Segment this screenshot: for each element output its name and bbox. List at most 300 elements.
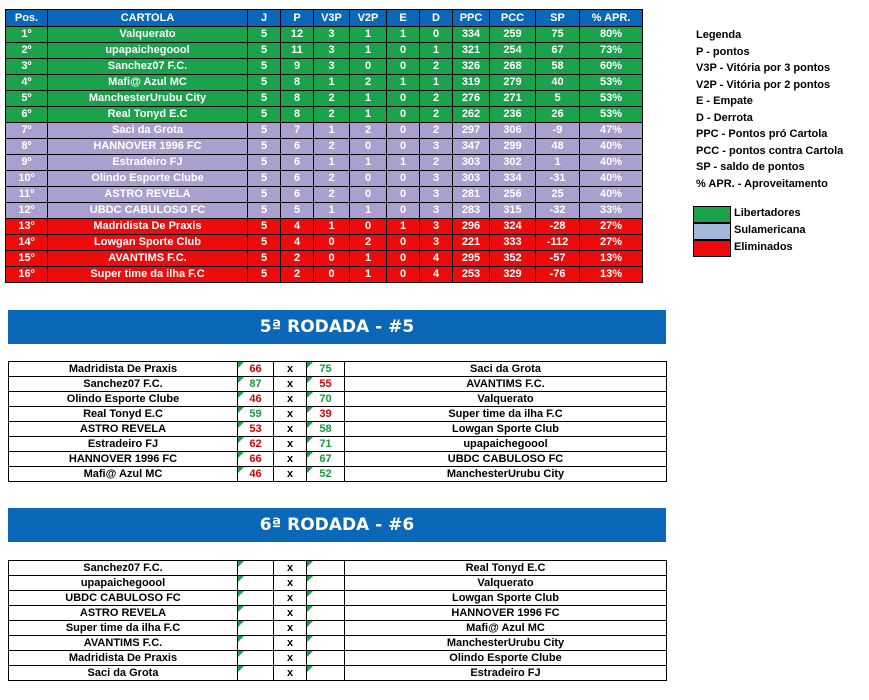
standings-cell: 0 <box>420 27 453 43</box>
standings-cell: 14º <box>6 235 48 251</box>
standings-cell: 15º <box>6 251 48 267</box>
versus-separator: x <box>274 392 307 407</box>
standings-cell: 3 <box>420 171 453 187</box>
standings-cell: 3 <box>420 187 453 203</box>
standings-cell: 2 <box>350 75 387 91</box>
standings-cell: 352 <box>490 251 536 267</box>
standings-cell: 1 <box>350 203 387 219</box>
standings-cell: 333 <box>490 235 536 251</box>
standings-cell: 1 <box>387 75 420 91</box>
home-team: Estradeiro FJ <box>9 437 238 452</box>
away-score: 52 <box>307 467 345 482</box>
standings-cell: 2 <box>350 123 387 139</box>
standings-cell: 5 <box>248 171 281 187</box>
standings-cell: 0 <box>387 91 420 107</box>
away-score <box>307 666 345 681</box>
home-score <box>238 621 274 636</box>
versus-separator: x <box>274 606 307 621</box>
standings-cell: 2 <box>314 187 350 203</box>
standings-cell: 221 <box>453 235 490 251</box>
column-header: V2P <box>350 10 387 27</box>
match-row <box>9 606 667 621</box>
standings-cell: 0 <box>387 267 420 283</box>
standings-cell: 4 <box>281 235 314 251</box>
standings-cell: 0 <box>387 203 420 219</box>
home-team: UBDC CABULOSO FC <box>9 591 238 606</box>
away-score <box>307 576 345 591</box>
standings-cell: 5 <box>248 251 281 267</box>
standings-cell: 1 <box>387 219 420 235</box>
home-team: Mafi@ Azul MC <box>9 467 238 482</box>
standings-cell: 2 <box>314 107 350 123</box>
column-header: Pos. <box>6 10 48 27</box>
match-row <box>9 561 667 576</box>
standings-cell: 324 <box>490 219 536 235</box>
standings-cell: 1 <box>314 219 350 235</box>
legend-item: % APR. - Aproveitamento <box>696 177 828 190</box>
standings-cell: 1 <box>350 91 387 107</box>
zone-label: Sulamericana <box>734 224 806 236</box>
standings-cell: 2 <box>420 91 453 107</box>
standings-row <box>6 27 643 43</box>
standings-cell: 281 <box>453 187 490 203</box>
standings-cell: 53% <box>580 107 643 123</box>
standings-cell: 6 <box>281 187 314 203</box>
standings-cell: 2 <box>420 59 453 75</box>
standings-cell: -112 <box>536 235 580 251</box>
standings-cell: 5 <box>281 203 314 219</box>
match-row <box>9 437 667 452</box>
match-row <box>9 666 667 681</box>
standings-cell: 347 <box>453 139 490 155</box>
standings-cell: 40% <box>580 155 643 171</box>
standings-cell: 283 <box>453 203 490 219</box>
legend-item: PPC - Pontos pró Cartola <box>696 128 828 140</box>
team-name: Super time da ilha F.C <box>48 267 248 283</box>
round-6-banner: 6ª RODADA - #6 <box>8 508 666 542</box>
home-team: Super time da ilha F.C <box>9 621 238 636</box>
standings-cell: 25 <box>536 187 580 203</box>
versus-separator: x <box>274 362 307 377</box>
standings-cell: 3 <box>420 139 453 155</box>
versus-separator: x <box>274 377 307 392</box>
standings-cell: 1 <box>314 203 350 219</box>
standings-cell: 33% <box>580 203 643 219</box>
standings-cell: 73% <box>580 43 643 59</box>
standings-row <box>6 107 643 123</box>
standings-cell: 5 <box>536 91 580 107</box>
standings-cell: 0 <box>387 123 420 139</box>
away-team: upapaichegoool <box>345 437 667 452</box>
standings-cell: 1 <box>387 155 420 171</box>
standings-row <box>6 123 643 139</box>
away-score: 58 <box>307 422 345 437</box>
round-5-banner: 5ª RODADA - #5 <box>8 310 666 344</box>
away-score <box>307 636 345 651</box>
legend-item: SP - saldo de pontos <box>696 161 805 173</box>
away-score <box>307 621 345 636</box>
legend <box>696 27 843 192</box>
standings-cell: 259 <box>490 27 536 43</box>
match-row <box>9 576 667 591</box>
standings-cell: 4º <box>6 75 48 91</box>
zone-color-swatch <box>693 223 731 240</box>
standings-cell: 0 <box>350 139 387 155</box>
standings-cell: 276 <box>453 91 490 107</box>
standings-row <box>6 171 643 187</box>
standings-cell: -31 <box>536 171 580 187</box>
away-score: 75 <box>307 362 345 377</box>
standings-cell: 6º <box>6 107 48 123</box>
standings-cell: 5 <box>248 267 281 283</box>
standings-cell: 2 <box>281 251 314 267</box>
standings-cell: 2 <box>314 171 350 187</box>
column-header: CARTOLA <box>48 10 248 27</box>
standings-cell: 315 <box>490 203 536 219</box>
standings-cell: -76 <box>536 267 580 283</box>
standings-cell: 1 <box>314 155 350 171</box>
standings-cell: 1 <box>314 75 350 91</box>
standings-cell: 0 <box>387 171 420 187</box>
standings-cell: 5 <box>248 123 281 139</box>
team-name: Real Tonyd E.C <box>48 107 248 123</box>
standings-cell: 0 <box>387 251 420 267</box>
versus-separator: x <box>274 407 307 422</box>
standings-row <box>6 75 643 91</box>
home-score: 66 <box>238 362 274 377</box>
home-score <box>238 606 274 621</box>
standings-cell: 321 <box>453 43 490 59</box>
standings-cell: 8 <box>281 75 314 91</box>
standings-cell: 5 <box>248 59 281 75</box>
standings-cell: 0 <box>387 139 420 155</box>
standings-cell: 1 <box>350 267 387 283</box>
team-name: HANNOVER 1996 FC <box>48 139 248 155</box>
standings-cell: 5 <box>248 91 281 107</box>
round-6-matches <box>8 560 667 681</box>
away-score <box>307 651 345 666</box>
home-team: Sanchez07 F.C. <box>9 377 238 392</box>
standings-cell: 279 <box>490 75 536 91</box>
match-row <box>9 621 667 636</box>
versus-separator: x <box>274 651 307 666</box>
standings-cell: 13º <box>6 219 48 235</box>
standings-cell: 0 <box>350 171 387 187</box>
away-score <box>307 591 345 606</box>
match-row <box>9 407 667 422</box>
standings-cell: 8 <box>281 107 314 123</box>
standings-cell: 295 <box>453 251 490 267</box>
standings-cell: 306 <box>490 123 536 139</box>
home-team: Real Tonyd E.C <box>9 407 238 422</box>
standings-cell: 0 <box>314 267 350 283</box>
standings-cell: 67 <box>536 43 580 59</box>
standings-row <box>6 251 643 267</box>
standings-row <box>6 219 643 235</box>
standings-cell: 27% <box>580 235 643 251</box>
zone-label: Libertadores <box>734 207 801 219</box>
match-row <box>9 377 667 392</box>
standings-cell: 4 <box>281 219 314 235</box>
zone-color-swatch <box>693 206 731 223</box>
column-header: P <box>281 10 314 27</box>
team-name: Sanchez07 F.C. <box>48 59 248 75</box>
standings-cell: 1 <box>350 251 387 267</box>
standings-cell: 5º <box>6 91 48 107</box>
standings-cell: 9º <box>6 155 48 171</box>
home-score <box>238 666 274 681</box>
away-team: Saci da Grota <box>345 362 667 377</box>
standings-cell: -57 <box>536 251 580 267</box>
standings-cell: -28 <box>536 219 580 235</box>
standings-cell: 236 <box>490 107 536 123</box>
standings-cell: 0 <box>314 235 350 251</box>
standings-row <box>6 91 643 107</box>
home-team: Saci da Grota <box>9 666 238 681</box>
away-team: AVANTIMS F.C. <box>345 377 667 392</box>
standings-cell: 5 <box>248 139 281 155</box>
standings-cell: 3 <box>420 203 453 219</box>
home-score: 62 <box>238 437 274 452</box>
standings-cell: 47% <box>580 123 643 139</box>
standings-cell: 254 <box>490 43 536 59</box>
standings-cell: 1 <box>387 27 420 43</box>
team-name: ASTRO REVELA <box>48 187 248 203</box>
standings-cell: 1 <box>536 155 580 171</box>
versus-separator: x <box>274 636 307 651</box>
legend-item: E - Empate <box>696 95 753 107</box>
away-team: Valquerato <box>345 576 667 591</box>
standings-cell: 262 <box>453 107 490 123</box>
away-score <box>307 606 345 621</box>
away-team: ManchesterUrubu City <box>345 636 667 651</box>
standings-cell: 334 <box>490 171 536 187</box>
standings-cell: 26 <box>536 107 580 123</box>
legend-item: V3P - Vitória por 3 pontos <box>696 62 831 74</box>
home-score <box>238 636 274 651</box>
match-row <box>9 467 667 482</box>
standings-cell: 53% <box>580 75 643 91</box>
standings-cell: 303 <box>453 171 490 187</box>
standings-cell: 40% <box>580 171 643 187</box>
standings-row <box>6 139 643 155</box>
standings-cell: 2 <box>281 267 314 283</box>
away-team: Super time da ilha F.C <box>345 407 667 422</box>
standings-cell: 6 <box>281 139 314 155</box>
column-header: SP <box>536 10 580 27</box>
versus-separator: x <box>274 621 307 636</box>
home-team: Madridista De Praxis <box>9 651 238 666</box>
standings-cell: 6 <box>281 171 314 187</box>
column-header: V3P <box>314 10 350 27</box>
standings-cell: 40% <box>580 187 643 203</box>
home-score: 59 <box>238 407 274 422</box>
home-score: 53 <box>238 422 274 437</box>
home-score <box>238 651 274 666</box>
standings-cell: 1 <box>350 27 387 43</box>
standings-cell: 3 <box>314 59 350 75</box>
home-team: Olindo Esporte Clube <box>9 392 238 407</box>
standings-cell: 5 <box>248 155 281 171</box>
standings-cell: 3 <box>420 235 453 251</box>
standings-cell: 40% <box>580 139 643 155</box>
home-score <box>238 576 274 591</box>
standings-cell: 53% <box>580 91 643 107</box>
standings-cell: 2 <box>420 107 453 123</box>
zone-color-swatch <box>693 240 731 257</box>
standings-cell: 7 <box>281 123 314 139</box>
match-row <box>9 452 667 467</box>
standings-cell: 1º <box>6 27 48 43</box>
legend-items <box>696 44 843 193</box>
standings-cell: 16º <box>6 267 48 283</box>
standings-cell: 2 <box>314 139 350 155</box>
standings-cell: 58 <box>536 59 580 75</box>
standings-cell: 9 <box>281 59 314 75</box>
standings-cell: 334 <box>453 27 490 43</box>
standings-cell: -32 <box>536 203 580 219</box>
away-team: Olindo Esporte Clube <box>345 651 667 666</box>
standings-cell: 5 <box>248 75 281 91</box>
away-team: Valquerato <box>345 392 667 407</box>
match-row <box>9 651 667 666</box>
standings-row <box>6 235 643 251</box>
versus-separator: x <box>274 561 307 576</box>
standings-cell: 1 <box>420 43 453 59</box>
standings-cell: 1 <box>350 155 387 171</box>
standings-cell: 256 <box>490 187 536 203</box>
away-team: Real Tonyd E.C <box>345 561 667 576</box>
standings-row <box>6 267 643 283</box>
legend-title: Legenda <box>696 29 742 41</box>
legend-item: PCC - pontos contra Cartola <box>696 144 844 157</box>
standings-cell: 3 <box>314 43 350 59</box>
standings-cell: 80% <box>580 27 643 43</box>
standings-cell: 5 <box>248 27 281 43</box>
column-header: E <box>387 10 420 27</box>
column-header: PPC <box>453 10 490 27</box>
team-name: upapaichegoool <box>48 43 248 59</box>
away-score: 71 <box>307 437 345 452</box>
team-name: UBDC CABULOSO FC <box>48 203 248 219</box>
zone-label: Eliminados <box>734 241 793 253</box>
team-name: AVANTIMS F.C. <box>48 251 248 267</box>
standings-cell: 6 <box>281 155 314 171</box>
standings-cell: 302 <box>490 155 536 171</box>
standings-cell: 11º <box>6 187 48 203</box>
away-score: 67 <box>307 452 345 467</box>
standings-cell: 271 <box>490 91 536 107</box>
standings-cell: 3 <box>314 27 350 43</box>
home-score <box>238 591 274 606</box>
standings-cell: 5 <box>248 187 281 203</box>
standings-cell: 299 <box>490 139 536 155</box>
standings-cell: 5 <box>248 235 281 251</box>
team-name: Lowgan Sporte Club <box>48 235 248 251</box>
standings-table <box>5 9 643 283</box>
match-row <box>9 422 667 437</box>
standings-cell: 0 <box>387 235 420 251</box>
standings-cell: 27% <box>580 219 643 235</box>
standings-cell: 5 <box>248 107 281 123</box>
standings-cell: 1 <box>420 75 453 91</box>
standings-cell: 10º <box>6 171 48 187</box>
standings-cell: 297 <box>453 123 490 139</box>
versus-separator: x <box>274 452 307 467</box>
home-team: ASTRO REVELA <box>9 606 238 621</box>
away-team: ManchesterUrubu City <box>345 467 667 482</box>
home-score: 66 <box>238 452 274 467</box>
versus-separator: x <box>274 467 307 482</box>
standings-row <box>6 43 643 59</box>
column-header: D <box>420 10 453 27</box>
away-score <box>307 561 345 576</box>
standings-cell: 1 <box>350 43 387 59</box>
versus-separator: x <box>274 422 307 437</box>
standings-cell: 253 <box>453 267 490 283</box>
column-header: J <box>248 10 281 27</box>
home-team: upapaichegoool <box>9 576 238 591</box>
team-name: ManchesterUrubu City <box>48 91 248 107</box>
away-team: Mafi@ Azul MC <box>345 621 667 636</box>
standings-row <box>6 59 643 75</box>
away-team: Estradeiro FJ <box>345 666 667 681</box>
home-team: HANNOVER 1996 FC <box>9 452 238 467</box>
standings-cell: 48 <box>536 139 580 155</box>
legend-item: P - pontos <box>696 45 750 58</box>
standings-cell: 2 <box>350 235 387 251</box>
standings-cell: 2º <box>6 43 48 59</box>
standings-cell: -9 <box>536 123 580 139</box>
legend-item: V2P - Vitória por 2 pontos <box>696 78 831 91</box>
home-score: 46 <box>238 392 274 407</box>
standings-cell: 5 <box>248 43 281 59</box>
standings-row <box>6 203 643 219</box>
versus-separator: x <box>274 591 307 606</box>
standings-cell: 0 <box>387 107 420 123</box>
standings-cell: 8º <box>6 139 48 155</box>
round-5-matches <box>8 361 667 482</box>
versus-separator: x <box>274 576 307 591</box>
match-row <box>9 636 667 651</box>
team-name: Valquerato <box>48 27 248 43</box>
standings-cell: 4 <box>420 251 453 267</box>
column-header: % APR. <box>580 10 643 27</box>
standings-cell: 2 <box>314 91 350 107</box>
standings-cell: 329 <box>490 267 536 283</box>
match-row <box>9 362 667 377</box>
home-team: Madridista De Praxis <box>9 362 238 377</box>
home-team: AVANTIMS F.C. <box>9 636 238 651</box>
standings-cell: 0 <box>350 187 387 203</box>
away-team: Lowgan Sporte Club <box>345 422 667 437</box>
standings-cell: 8 <box>281 91 314 107</box>
away-team: HANNOVER 1996 FC <box>345 606 667 621</box>
away-score: 39 <box>307 407 345 422</box>
column-header: PCC <box>490 10 536 27</box>
standings-cell: 326 <box>453 59 490 75</box>
standings-row <box>6 187 643 203</box>
standings-cell: 0 <box>387 59 420 75</box>
versus-separator: x <box>274 437 307 452</box>
team-name: Madridista De Praxis <box>48 219 248 235</box>
standings-cell: 1 <box>314 123 350 139</box>
match-row <box>9 591 667 606</box>
standings-row <box>6 155 643 171</box>
away-team: Lowgan Sporte Club <box>345 591 667 606</box>
standings-body <box>6 27 643 283</box>
standings-cell: 12 <box>281 27 314 43</box>
